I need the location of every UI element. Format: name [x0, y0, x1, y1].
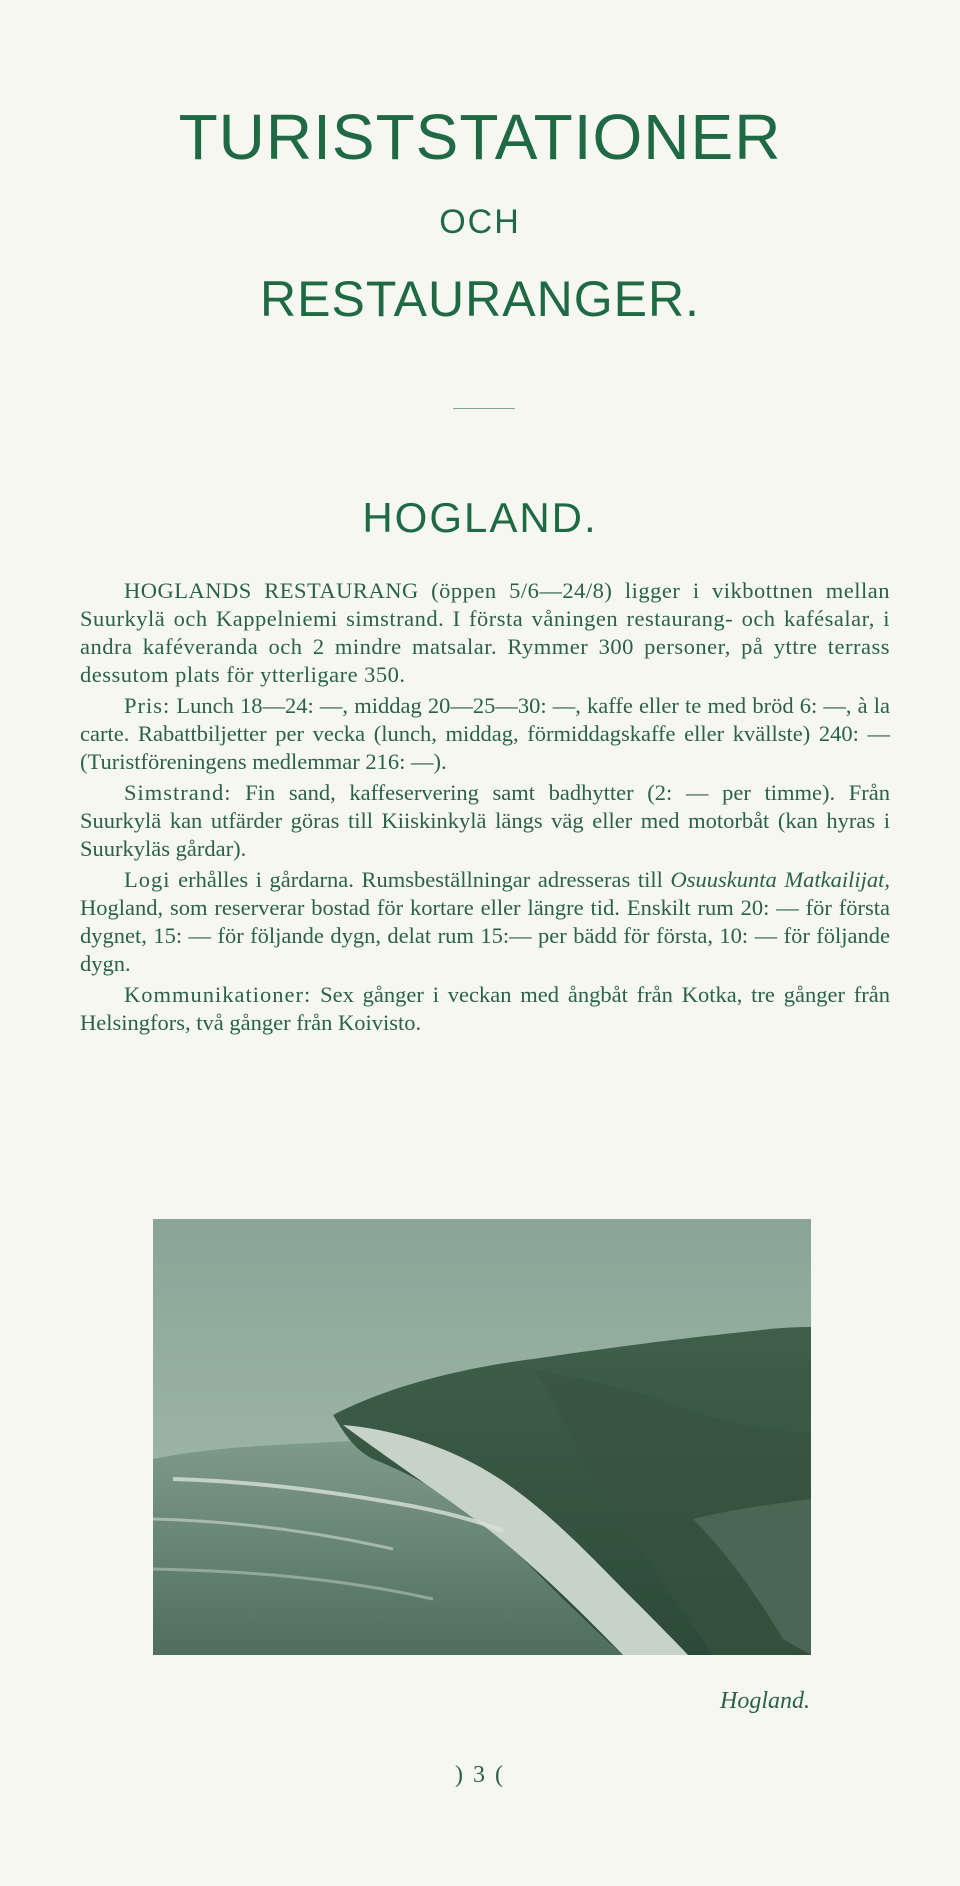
paragraph-lodging — [80, 866, 890, 978]
beach-label: Simstrand: — [124, 780, 232, 805]
lodging-cooperative-name: Osuuskunta Matkailijat, — [670, 867, 890, 892]
page-title: TURISTSTATIONER — [178, 101, 782, 173]
title-conjunction: OCH — [439, 203, 521, 241]
body-text — [80, 577, 890, 1040]
lodging-label: Logi — [124, 867, 171, 892]
paragraph-communications — [80, 981, 890, 1037]
coast-photo-image — [153, 1219, 811, 1655]
paragraph-prices — [80, 692, 890, 776]
section-title: HOGLAND. — [362, 494, 598, 541]
lodging-text-a: erhålles i gårdarna. Rumsbeställningar adresseras till — [170, 867, 671, 892]
photo-caption: Hogland. — [720, 1688, 810, 1714]
paragraph-restaurant — [80, 577, 890, 689]
divider-rule — [453, 408, 515, 409]
page-number: ) 3 ( — [455, 1762, 505, 1788]
prices-label: Pris: — [124, 693, 171, 718]
prices-text: Lunch 18—24: —, middag 20—25—30: —, kaffe eller te med bröd 6: —, à la carte. Rabattbiljetter per vecka (lunch, middag, förmiddagskaffe eller kvällste) 240: — (Turistföreningens medlemmar 216: —). — [80, 693, 890, 774]
communications-text: Sex gånger i veckan med ångbåt från Kotka, tre gånger från Helsingfors, två gånger från Koivisto. — [80, 982, 890, 1035]
beach-text: Fin sand, kaffeservering samt badhytter (2: — per timme). Från Suurkylä kan utfärder göras till Kiiskinkylä längs väg eller med motorbåt (kan hyras i Suurkyläs gårdar). — [80, 780, 890, 861]
paragraph-restaurant-text: HOGLANDS RESTAURANG (öppen 5/6—24/8) ligger i vikbottnen mellan Suurkylä och Kappelniemi simstrand. I första våningen restaurang- och kafésalar, i andra kaféveranda och 2 mindre matsalar. Rymmer 300 personer, på yttre terrass dessutom plats för ytterligare 350. — [80, 578, 890, 687]
communications-label: Kommunikationer: — [124, 982, 312, 1007]
lodging-text-b: Hogland, som reserverar bostad för kortare eller längre tid. Enskilt rum 20: — för första dygnet, 15: — för följande dygn, delat rum 15:— per bädd för första, 10: — för följande dygn. — [80, 895, 890, 976]
coast-photo — [153, 1219, 811, 1655]
page-subtitle: RESTAURANGER. — [260, 271, 700, 327]
paragraph-beach — [80, 779, 890, 863]
